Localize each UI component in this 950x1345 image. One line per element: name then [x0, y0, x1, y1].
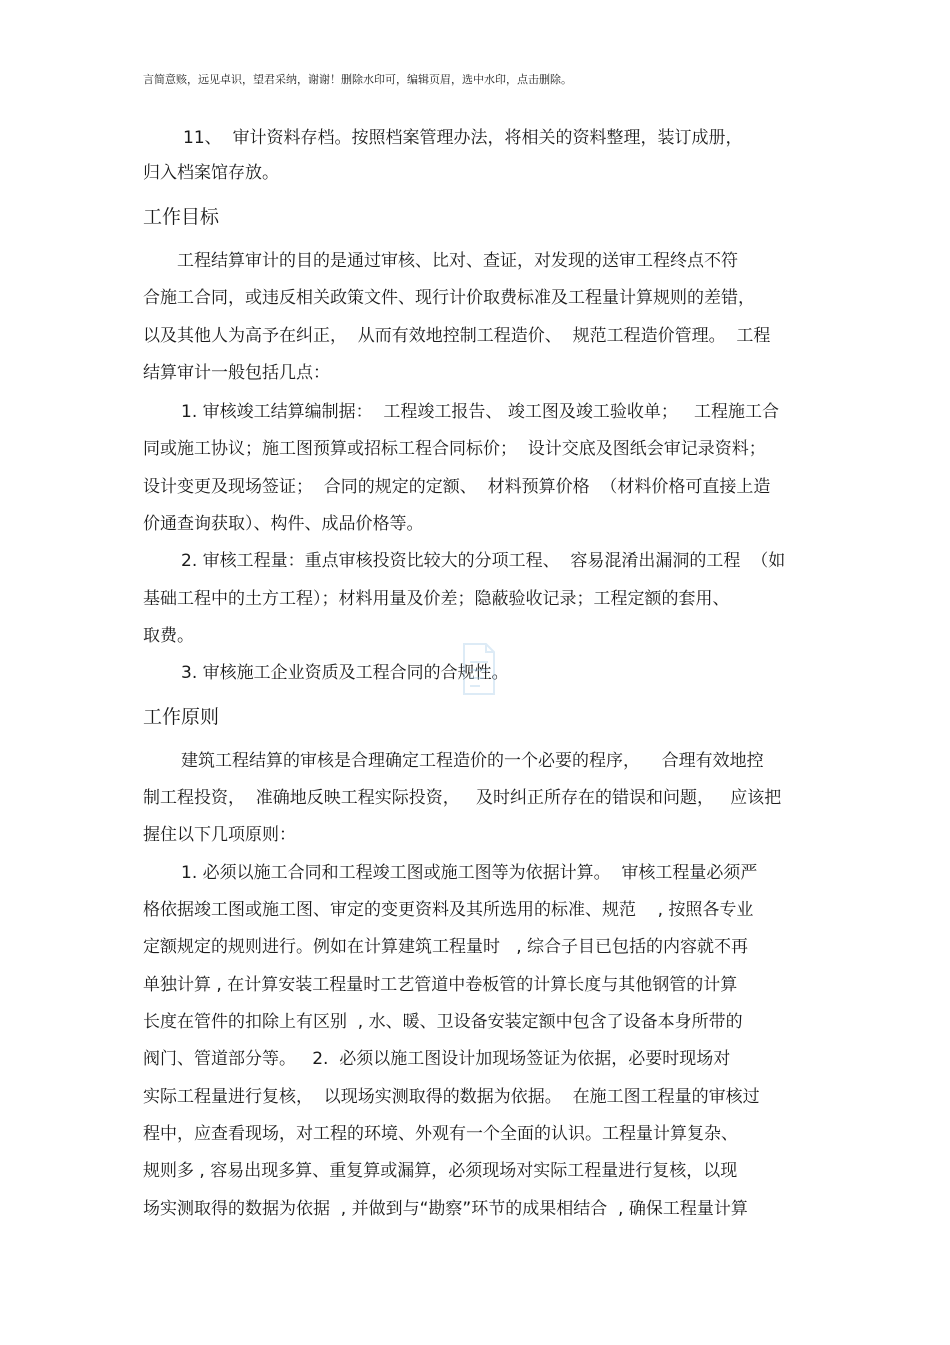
- paragraph-line: 握住以下几项原则：: [143, 825, 296, 845]
- paragraph-line: 程中，应查看现场，对工程的环境、外观有一个全面的认识。工程量计算复杂、: [143, 1124, 738, 1144]
- paragraph-line: 以及其他人为高予在纠正， 从而有效地控制工程造价、 规范工程造价管理。 工程: [143, 326, 771, 346]
- list-item-line: 1. 审核竣工结算编制据： 工程竣工报告、 竣工图及竣工验收单； 工程施工合: [181, 402, 780, 422]
- paragraph-line: 11、 审计资料存档。按照档案管理办法，将相关的资料整理，装订成册，: [183, 128, 743, 148]
- paragraph-line: 长度在管件的扣除上有区别 , 水、暖、卫设备安装定额中包含了设备本身所带的: [143, 1012, 743, 1032]
- paragraph-line: 建筑工程结算的审核是合理确定工程造价的一个必要的程序， 合理有效地控: [181, 751, 764, 771]
- paragraph-line: 场实测取得的数据为依据 , 并做到与“勘察”环节的成果相结合 , 确保工程量计算: [143, 1199, 748, 1219]
- paragraph-line: 价通查询获取）、构件、成品价格等。: [143, 514, 424, 534]
- paragraph-line: 设计变更及现场签证； 合同的规定的定额、 材料预算价格 （材料价格可直接上造: [143, 477, 771, 497]
- paragraph-line: 基础工程中的土方工程）；材料用量及价差；隐蔽验收记录；工程定额的套用、: [143, 589, 730, 609]
- paragraph-line: 规则多 , 容易出现多算、重复算或漏算，必须现场对实际工程量进行复核，以现: [143, 1161, 738, 1181]
- paragraph-line: 合施工合同，或违反相关政策文件、现行计价取费标准及工程量计算规则的差错，: [143, 288, 755, 308]
- paragraph-line: 单独计算 , 在计算安装工程量时工艺管道中卷板管的计算长度与其他钢管的计算: [143, 975, 738, 995]
- list-item-line: 1. 必须以施工合同和工程竣工图或施工图等为依据计算。 审核工程量必须严: [181, 863, 758, 883]
- paragraph-line: 归入档案馆存放。: [143, 163, 279, 183]
- list-item-line: 3. 审核施工企业资质及工程合同的合规性。: [181, 663, 509, 683]
- paragraph-line: 制工程投资， 准确地反映工程实际投资， 及时纠正所存在的错误和问题， 应该把: [143, 788, 782, 808]
- document-watermark-icon: [456, 640, 500, 700]
- list-item-line: 2. 审核工程量：重点审核投资比较大的分项工程、 容易混淆出漏洞的工程 （如: [181, 551, 786, 571]
- paragraph-line: 阀门、管道部分等。 2. 必须以施工图设计加现场签证为依据，必要时现场对: [143, 1049, 731, 1069]
- header-note: 言简意赅，远见卓识，望君采纳，谢谢！删除水印可，编辑页眉，选中水印，点击删除。: [143, 73, 572, 86]
- paragraph-line: 定额规定的规则进行。例如在计算建筑工程量时 , 综合子目已包括的内容就不再: [143, 937, 749, 957]
- section-heading: 工作原则: [143, 706, 220, 728]
- paragraph-line: 取费。: [143, 626, 194, 646]
- paragraph-line: 结算审计一般包括几点：: [143, 363, 330, 383]
- paragraph-line: 工程结算审计的目的是通过审核、比对、查证，对发现的送审工程终点不符: [177, 251, 738, 271]
- paragraph-line: 同或施工协议；施工图预算或招标工程合同标价； 设计交底及图纸会审记录资料；: [143, 439, 766, 459]
- paragraph-line: 实际工程量进行复核， 以现场实测取得的数据为依据。 在施工图工程量的审核过: [143, 1087, 760, 1107]
- paragraph-line: 格依据竣工图或施工图、审定的变更资料及其所选用的标准、规范 , 按照各专业: [143, 900, 754, 920]
- section-heading: 工作目标: [143, 206, 220, 228]
